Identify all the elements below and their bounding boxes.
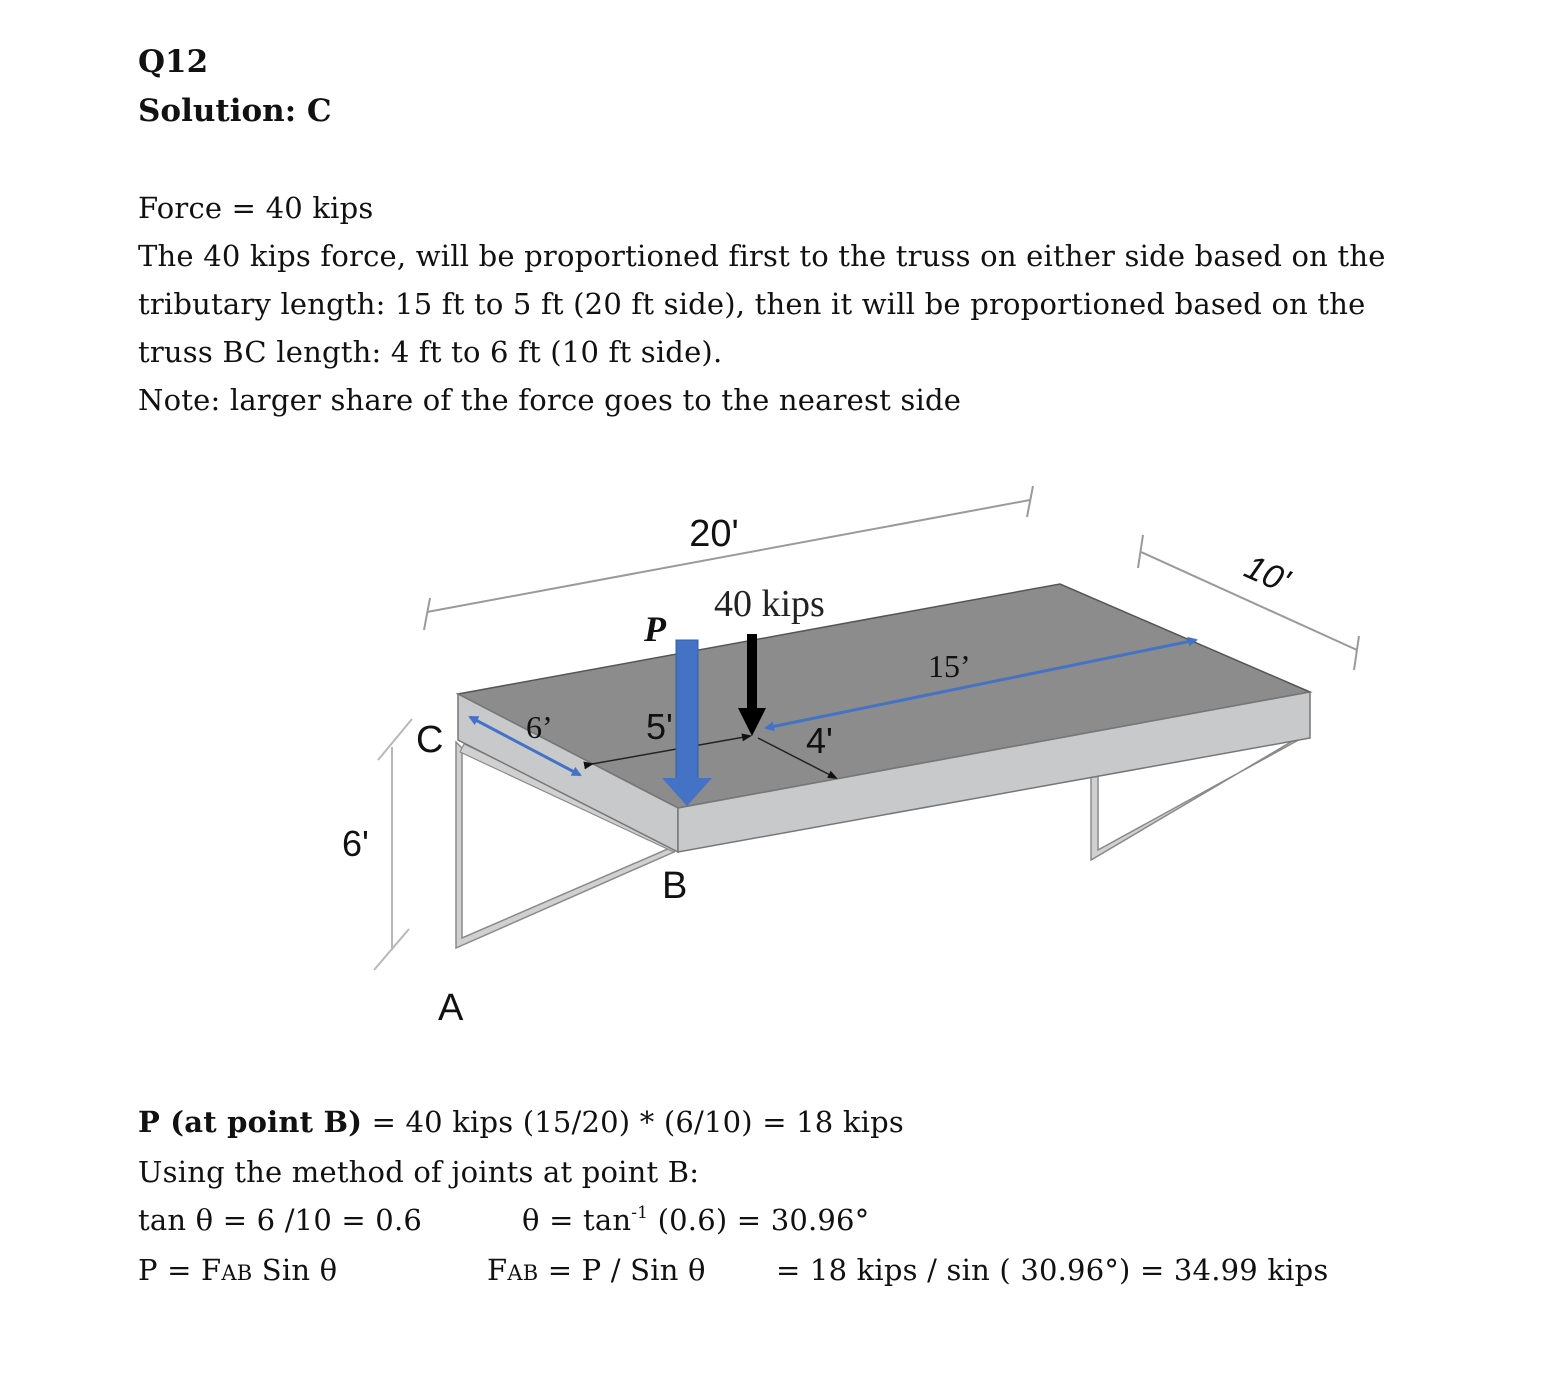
p-eq-left: P = F (138, 1253, 222, 1287)
p-at-point-b-value: = 40 kips (15/20) * (6/10) = 18 kips (362, 1105, 904, 1139)
question-number: Q12 (138, 44, 209, 80)
inverse-superscript: -1 (631, 1203, 649, 1223)
p-equation-line (138, 1253, 337, 1287)
fab-symbol: F (487, 1253, 508, 1287)
label-10ft: 10' (1238, 547, 1295, 601)
fab-result: = 18 kips / sin ( 30.96°) = 34.99 kips (776, 1253, 1329, 1287)
label-4ft: 4' (806, 720, 833, 761)
paragraph-line-2: tributary length: 15 ft to 5 ft (20 ft side), then it will be proportioned based on the (138, 287, 1366, 321)
p-eq-subscript: AB (221, 1261, 253, 1285)
label-6ft-top: 6’ (526, 709, 553, 745)
point-c-label: C (416, 719, 444, 761)
label-20ft: 20' (689, 513, 739, 555)
dimension-6ft-height (374, 719, 412, 970)
p-eq-right: Sin θ (252, 1253, 338, 1287)
label-40-kips: 40 kips (714, 583, 825, 625)
paragraph-line-1: The 40 kips force, will be proportioned first to the truss on either side based on the (138, 239, 1386, 273)
method-line: Using the method of joints at point B: (138, 1155, 700, 1189)
label-p: P (644, 609, 666, 649)
note-line: Note: larger share of the force goes to the nearest side (138, 383, 962, 417)
p-at-point-b-label: P (at point B) (138, 1105, 363, 1139)
label-5ft: 5' (646, 706, 673, 747)
solution-answer: Solution: C (138, 93, 332, 129)
fab-equation (487, 1253, 706, 1287)
fab-formula: = P / Sin θ (538, 1253, 706, 1287)
point-a-label: A (438, 987, 464, 1029)
label-15ft: 15’ (928, 648, 971, 684)
paragraph-line-3: truss BC length: 4 ft to 6 ft (10 ft side). (138, 335, 723, 369)
theta-eq: θ = tan (522, 1203, 632, 1237)
label-6ft-height: 6' (342, 823, 369, 864)
fab-subscript: AB (507, 1261, 539, 1285)
p-at-point-b-line (138, 1105, 904, 1139)
force-line: Force = 40 kips (138, 191, 374, 225)
point-b-label: B (662, 865, 688, 907)
theta-value: (0.6) = 30.96° (648, 1203, 870, 1237)
tan-theta-line: tan θ = 6 /10 = 0.6 (138, 1203, 423, 1237)
theta-line (522, 1203, 869, 1237)
